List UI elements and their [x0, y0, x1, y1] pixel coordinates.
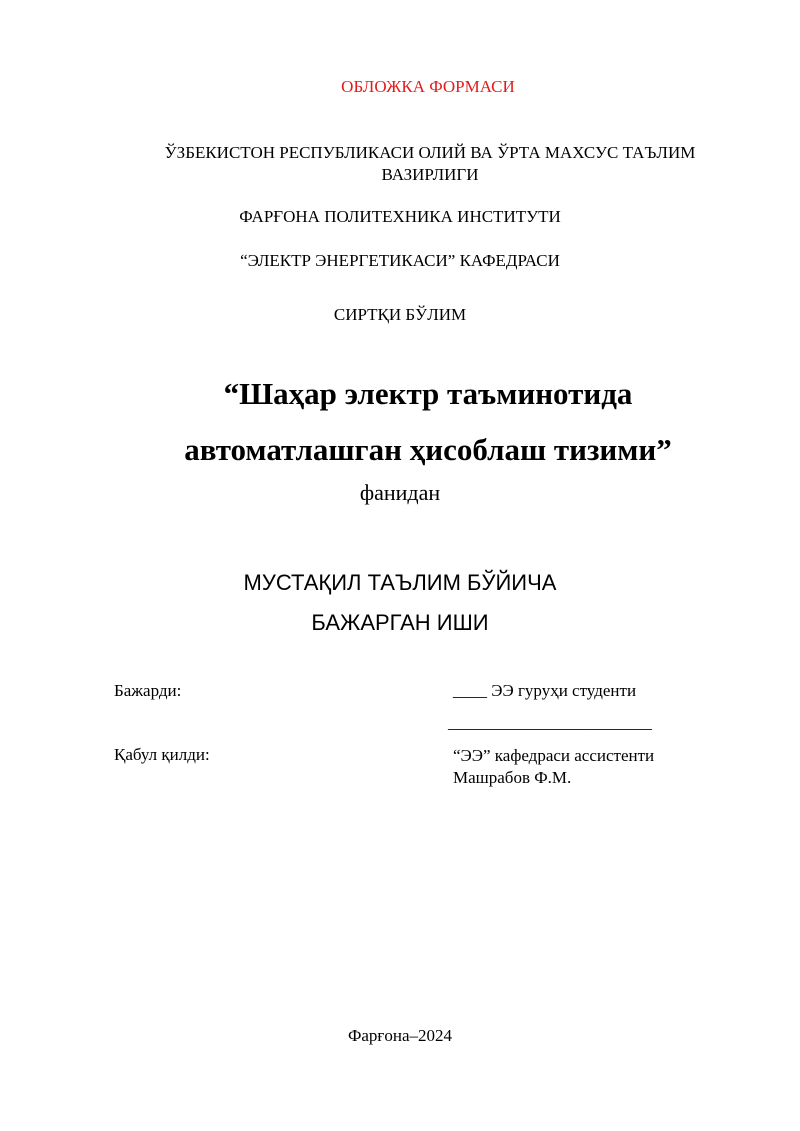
work-title-line2: БАЖАРГАН ИШИ [311, 610, 489, 635]
done-by-label: Бажарди: [114, 681, 182, 700]
ministry-name [60, 142, 800, 186]
done-by-value: ____ ЭЭ гуруҳи студенти [453, 681, 637, 700]
subject-title-line1: “Шаҳар электр таъминотида [223, 376, 633, 411]
ministry-name-line1: ЎЗБЕКИСТОН РЕСПУБЛИКАСИ ОЛИЙ ВА ЎРТА МАХСУС ТАЪЛИМ [164, 143, 696, 162]
accepted-by-label: Қабул қилди: [114, 745, 210, 764]
subject-suffix: фанидан [359, 480, 441, 505]
accepted-by-value [453, 745, 654, 789]
subject-title [28, 366, 800, 478]
section-name: СИРТҚИ БЎЛИМ [333, 305, 467, 324]
work-title [0, 563, 800, 643]
work-title-line1: МУСТАҚИЛ ТАЪЛИМ БЎЙИЧА [243, 570, 557, 595]
accepted-by-name: Машрабов Ф.М. [453, 768, 572, 787]
place-year: Фарғона–2024 [347, 1026, 453, 1045]
ministry-name-line2: ВАЗИРЛИГИ [381, 165, 479, 184]
subject-title-line2: автоматлашган ҳисоблаш тизими” [184, 432, 672, 467]
form-label: ОБЛОЖКА ФОРМАСИ [341, 77, 515, 96]
department-name: “ЭЛЕКТР ЭНЕРГЕТИКАСИ” КАФЕДРАСИ [240, 251, 560, 270]
institute-name: ФАРҒОНА ПОЛИТЕХНИКА ИНСТИТУТИ [239, 207, 561, 226]
accepted-by-position: “ЭЭ” кафедраси ассистенти [453, 746, 655, 765]
student-name-blank: ________________________ [448, 713, 652, 732]
